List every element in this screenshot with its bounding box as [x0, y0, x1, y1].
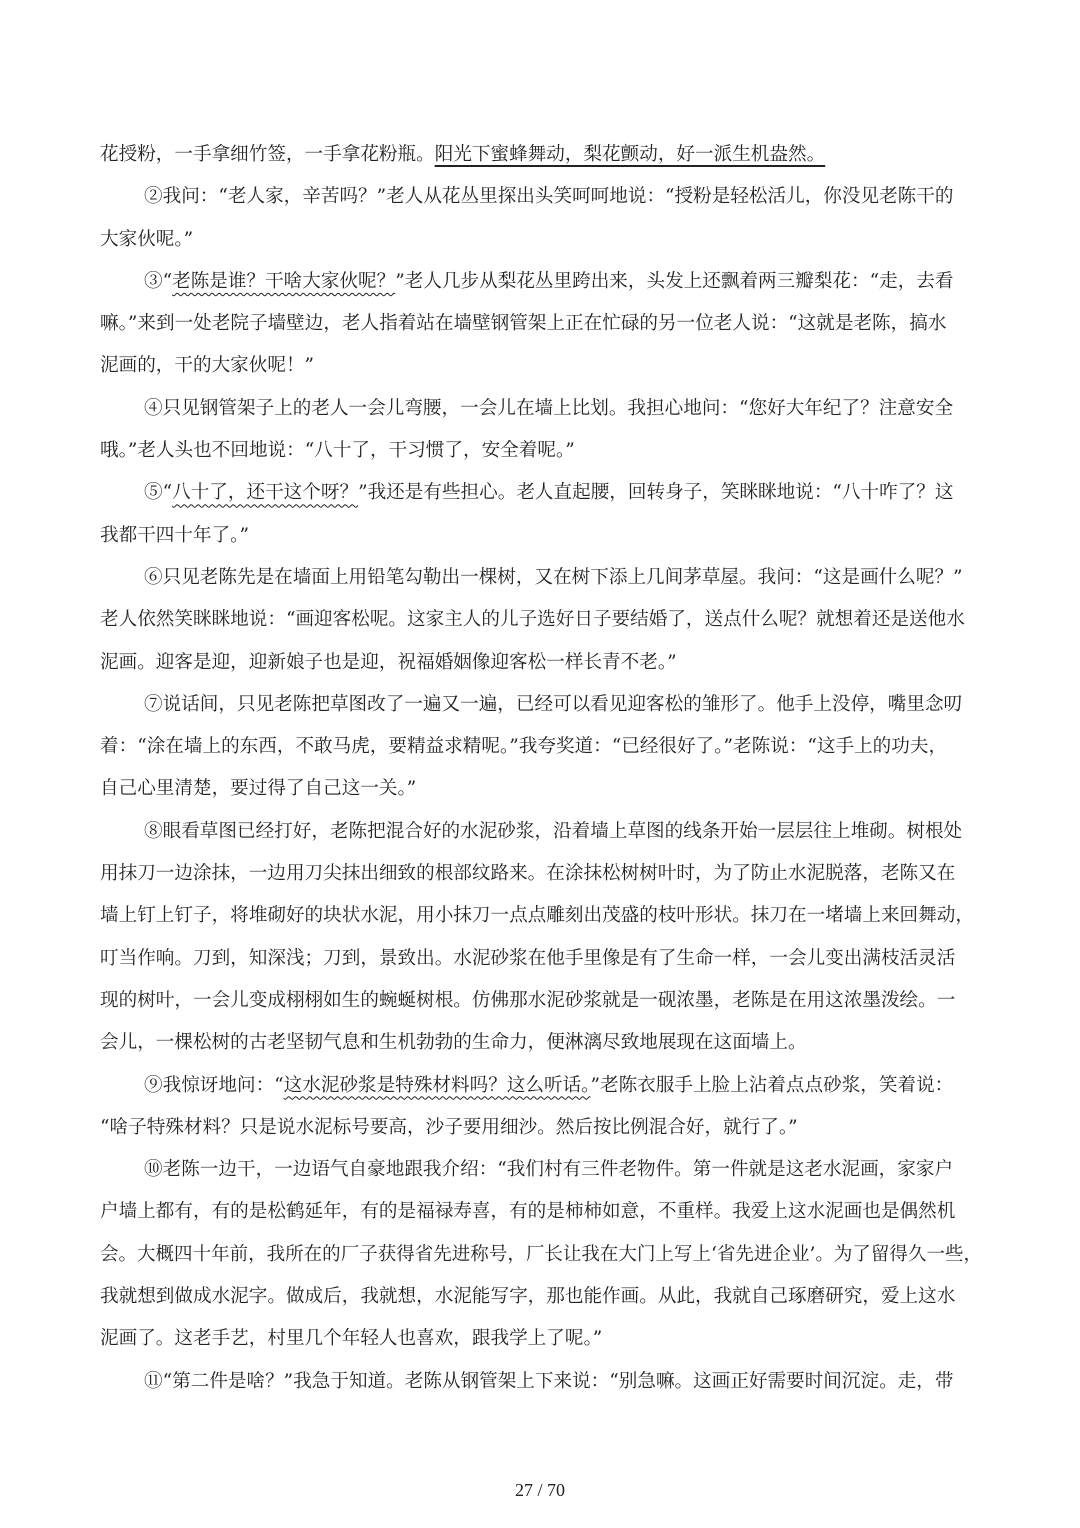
paragraph-8-line-4: 叮当作响。刀到，知深浅；刀到，景致出。水泥砂浆在他手里像是有了生命一样，一会儿变出满枝活灵活: [100, 947, 956, 969]
paragraph-8-line-5: 现的树叶，一会儿变成栩栩如生的蜿蜒树根。仿佛那水泥砂浆就是一砚浓墨，老陈是在用这浓墨泼绘。一: [100, 989, 956, 1011]
paragraph-10-line-3: 会。大概四十年前，我所在的厂子获得省先进称号，厂长让我在大门上写上‘省先进企业’。为了留得久一些，: [100, 1243, 983, 1265]
article-body: [100, 134, 982, 1403]
paragraph-3-line-1: ③“老陈是谁？干啥大家伙呢？”老人几步从梨花丛里跨出来，头发上还飘着两三瓣梨花：“走，去看: [144, 270, 954, 292]
paragraph-2-line-2: 大家伙呢。”: [100, 228, 194, 250]
paragraph-8-line-1: ⑧眼看草图已经打好，老陈把混合好的水泥砂浆，沿着墙上草图的线条开始一层层往上堆砌。树根处: [144, 820, 963, 842]
paragraph-6-line-1: ⑥只见老陈先是在墙面上用铅笔勾勒出一棵树，又在树下添上几间茅草屋。我问：“这是画什么呢？”: [144, 566, 963, 588]
paragraph-11-line-1: ⑪“第二件是啥？”我急于知道。老陈从钢管架上下来说：“别急嘛。这画正好需要时间沉淀。走，带: [144, 1370, 954, 1392]
paragraph-3-line-3: 泥画的，干的大家伙呢！”: [100, 355, 315, 377]
paragraph-6-line-2: 老人依然笑眯眯地说：“画迎客松呢。这家主人的儿子选好日子要结婚了，送点什么呢？就想着还是送他水: [100, 609, 965, 631]
paragraph-8-line-6: 会儿，一棵松树的古老坚韧气息和生机勃勃的生命力，便淋漓尽致地展现在这面墙上。: [100, 1032, 807, 1054]
paragraph-8-line-3: 墙上钉上钉子，将堆砌好的块状水泥，用小抹刀一点点雕刻出茂盛的枝叶形状。抹刀在一堵墙上来回舞动，: [100, 905, 974, 927]
wavy-underlined-question: 八十了，还干这个呀？: [172, 482, 359, 504]
paragraph-10-line-2: 户墙上都有，有的是松鹤延年，有的是福禄寿喜，有的是柿柿如意，不重样。我爱上这水泥画也是偶然机: [100, 1201, 956, 1223]
paragraph-6-line-3: 泥画。迎客是迎，迎新娘子也是迎，祝福婚姻像迎客松一样长青不老。”: [100, 651, 677, 673]
paragraph-7-line-1: ⑦说话间，只见老陈把草图改了一遍又一遍，已经可以看见迎客松的雏形了。他手上没停，嘴里念叨: [144, 693, 963, 715]
wavy-underlined-question: 老陈是谁？干啥大家伙呢？: [172, 270, 396, 292]
paragraph-10-line-1: ⑩老陈一边干，一边语气自豪地跟我介绍：“我们村有三件老物件。第一件就是这老水泥画，家家户: [144, 1159, 954, 1181]
underlined-sentence: 阳光下蜜蜂舞动，梨花颤动，好一派生机盎然。: [434, 144, 826, 165]
paragraph-2-line-1: ②我问：“老人家，辛苦吗？”老人从花丛里探出头笑呵呵地说：“授粉是轻松活儿，你没见老陈干的: [144, 186, 954, 208]
text-line-1: 花授粉，一手拿细竹签，一手拿花粉瓶。阳光下蜜蜂舞动，梨花颤动，好一派生机盎然。: [100, 144, 826, 165]
paragraph-10-line-4: 我就想到做成水泥字。做成后，我就想，水泥能写字，那也能作画。从此，我就自己琢磨研究，爱上这水: [100, 1286, 956, 1308]
paragraph-5-line-2: 我都干四十年了。”: [100, 524, 249, 546]
paragraph-7-line-2: 着：“涂在墙上的东西，不敢马虎，要精益求精呢。”我夸奖道：“已经很好了。”老陈说：“这手上的功夫，: [100, 736, 948, 758]
paragraph-10-line-5: 泥画了。这老手艺，村里几个年轻人也喜欢，跟我学上了呢。”: [100, 1328, 603, 1350]
paragraph-9-line-1: ⑨我惊讶地问：“这水泥砂浆是特殊材料吗？这么听话。”老陈衣服手上脸上沾着点点砂浆，笑着说：: [144, 1074, 954, 1096]
wavy-underlined-question: 这水泥砂浆是特殊材料吗？这么听话。: [283, 1074, 591, 1096]
paragraph-3-line-2: 嘛。”来到一处老院子墙壁边，老人指着站在墙壁钢管架上正在忙碌的另一位老人说：“这就是老陈，搞水: [100, 313, 947, 335]
paragraph-8-line-2: 用抹刀一边涂抹，一边用刀尖抹出细致的根部纹路来。在涂抹松树树叶时，为了防止水泥脱落，老陈又在: [100, 863, 956, 885]
paragraph-7-line-3: 自己心里清楚，要过得了自己这一关。”: [100, 778, 417, 800]
paragraph-4-line-2: 哦。”老人头也不回地说：“八十了，干习惯了，安全着呢。”: [100, 440, 575, 462]
paragraph-9-line-2: “啥子特殊材料？只是说水泥标号要高，沙子要用细沙。然后按比例混合好，就行了。”: [100, 1116, 798, 1138]
paragraph-4-line-1: ④只见钢管架子上的老人一会儿弯腰，一会儿在墙上比划。我担心地问：“您好大年纪了？注意安全: [144, 397, 954, 419]
paragraph-5-line-1: ⑤“八十了，还干这个呀？”我还是有些担心。老人直起腰，回转身子，笑眯眯地说：“八十咋了？这: [144, 482, 954, 504]
page-number: 27 / 70: [514, 1480, 565, 1500]
